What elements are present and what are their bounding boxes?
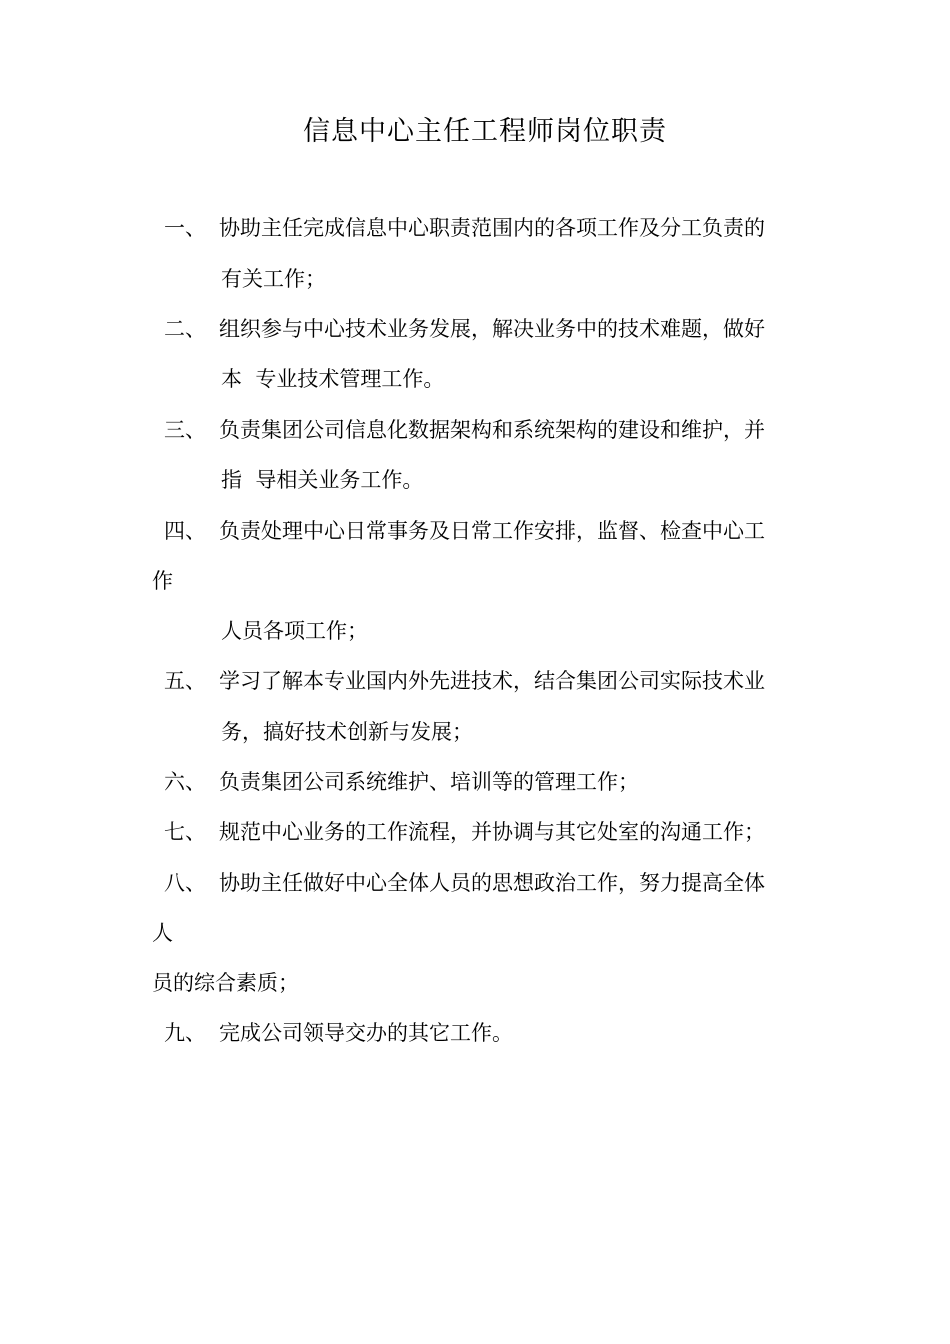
item-number: 六、: [164, 770, 206, 794]
item-number: 九、: [164, 1021, 206, 1045]
item-text-overflow: 人: [152, 921, 173, 945]
item-text-continuation: 指 导相关业务工作。: [221, 468, 424, 492]
item-text: 负责集团公司系统维护、培训等的管理工作；: [219, 770, 639, 794]
item-text: 规范中心业务的工作流程，并协调与其它处室的沟通工作；: [219, 820, 765, 844]
item-text: 学习了解本专业国内外先进技术，结合集团公司实际技术业: [219, 669, 765, 693]
item-number: 八、: [164, 871, 206, 895]
item-text: 组织参与中心技术业务发展，解决业务中的技术难题，做好: [219, 317, 765, 341]
item-text-continuation: 本 专业技术管理工作。: [221, 367, 445, 391]
item-text-overflow: 作: [152, 569, 173, 593]
item-text-continuation: 员的综合素质；: [152, 971, 299, 995]
item-number: 三、: [164, 418, 206, 442]
item-text-continuation: 有关工作；: [221, 267, 326, 291]
item-number: 五、: [164, 669, 206, 693]
document-title: 信息中心主任工程师岗位职责: [303, 116, 667, 147]
item-number: 七、: [164, 820, 206, 844]
item-text-continuation: 人员各项工作；: [221, 619, 368, 643]
item-text: 负责处理中心日常事务及日常工作安排，监督、检查中心工: [219, 519, 765, 543]
item-number: 一、: [164, 216, 206, 240]
item-text: 协助主任做好中心全体人员的思想政治工作，努力提高全体: [219, 871, 765, 895]
item-text: 负责集团公司信息化数据架构和系统架构的建设和维护，并: [219, 418, 765, 442]
item-number: 四、: [164, 519, 206, 543]
item-text-continuation: 务，搞好技术创新与发展；: [221, 720, 473, 744]
item-text: 完成公司领导交办的其它工作。: [219, 1021, 513, 1045]
item-number: 二、: [164, 317, 206, 341]
item-text: 协助主任完成信息中心职责范围内的各项工作及分工负责的: [219, 216, 765, 240]
